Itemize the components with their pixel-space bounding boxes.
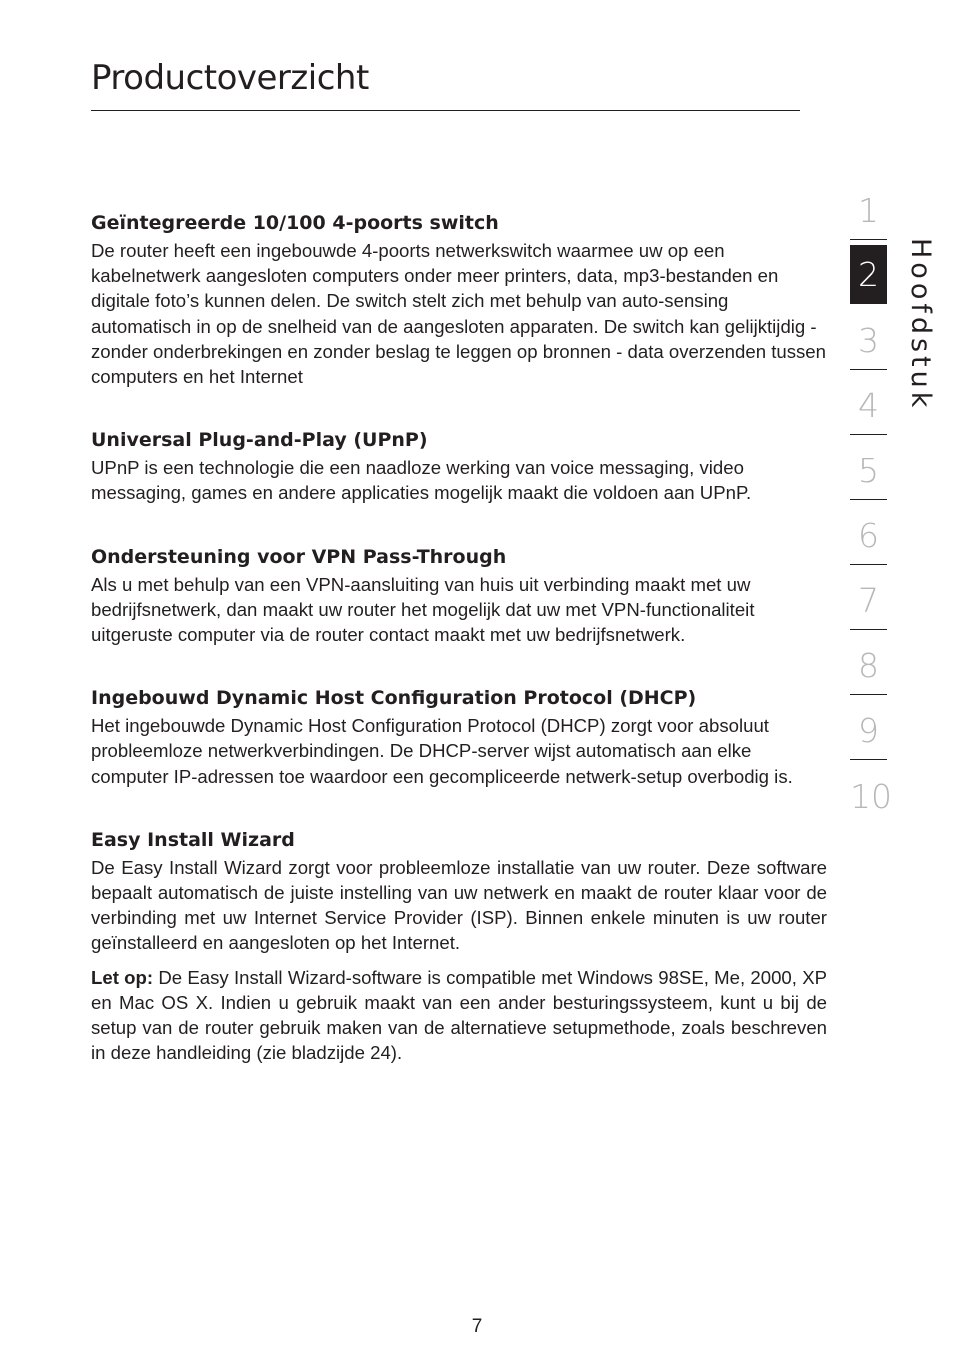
section-upnp [91,426,827,505]
section-heading: Ingebouwd Dynamic Host Configuration Protocol (DHCP) [91,687,697,710]
chapter-tab-7[interactable]: 7 [850,565,887,630]
section-vpn [91,543,827,648]
section-switch [91,209,827,389]
chapter-tab-1[interactable]: 1 [850,175,887,240]
chapter-tab-5[interactable]: 5 [850,435,887,500]
chapter-tab-4[interactable]: 4 [850,370,887,435]
chapter-tab-2-active[interactable]: 2 [850,245,887,304]
section-heading: Geïntegreerde 10/100 4-poorts switch [91,212,499,234]
chapter-tab-3[interactable]: 3 [850,305,887,370]
chapter-tab-9[interactable]: 9 [850,695,887,760]
chapter-label [905,238,939,412]
section-paragraph: De router heeft een ingebouwde 4-poorts netwerkswitch waarmee uw op een kabelnetwerk aangesloten computers onder meer printers, data, mp3-bestanden en digitale foto’s kunnen delen. De switch stelt zich met behulp van auto-sensing automatisch in op de snelheid van de aangesloten apparaten. De switch kan gelijktijdig - zonder onderbrekingen en zonder beslag te leggen op bronnen - data overzenden tussen computers en het Internet [91,240,826,388]
title-rule [91,110,800,111]
chapter-tab-8[interactable]: 8 [850,630,887,695]
note-paragraph [91,965,827,1066]
section-easy-install-wizard [91,826,827,1066]
section-heading: Easy Install Wizard [91,828,295,851]
section-heading: Universal Plug-and-Play (UPnP) [91,429,428,452]
chapter-tab-6[interactable]: 6 [850,500,887,565]
section-heading: Ondersteuning voor VPN Pass-Through [91,545,507,568]
section-paragraph: UPnP is een technologie die een naadloze werking van voice messaging, video messaging, games en andere applicaties mogelijk maakt die voldoen aan UPnP. [91,457,752,504]
section-paragraph: De Easy Install Wizard zorgt voor probleemloze installatie van uw router. Deze software bepaalt automatisch de juiste instelling van uw netwerk en maakt de router klaar voor de verbinding met uw Internet Service Provider (ISP). Binnen enkele minuten is uw router geïnstalleerd en aangesloten op het Internet. [91,856,827,954]
section-paragraph: Het ingebouwde Dynamic Host Configuration Protocol (DHCP) zorgt voor absoluut probleemloze netwerkverbindingen. De DHCP-server wijst automatisch aan elke computer IP-adressen toe waardoor een gecompliceerde netwerk-setup overbodig is. [91,715,793,787]
section-paragraph: Als u met behulp van een VPN-aansluiting van huis uit verbinding maakt met uw bedrijfsnetwerk, dan maakt uw router het mogelijk dat uw met VPN-functionaliteit uitgeruste computer via de router contact maakt met uw bedrijfsnetwerk. [91,573,755,646]
content [91,209,827,1102]
chapter-label-text: Hoofdstuk [905,238,936,412]
page-number: 7 [471,1316,483,1337]
section-dhcp [91,684,827,789]
chapter-tab-10[interactable]: 10 [850,777,892,816]
note-text: De Easy Install Wizard-software is compatible met Windows 98SE, Me, 2000, XP en Mac OS X. Indien u gebruik maakt van een ander besturingssysteem, kunt u bij de setup van de router gebruik maken van de alternatieve setupmethode, zoals beschreven in deze handleiding (zie bladzijde 24). [91,966,828,1064]
chapter-nav [850,175,892,825]
note-label: Let op: [91,966,154,988]
page-title: Productoverzicht [91,58,369,98]
